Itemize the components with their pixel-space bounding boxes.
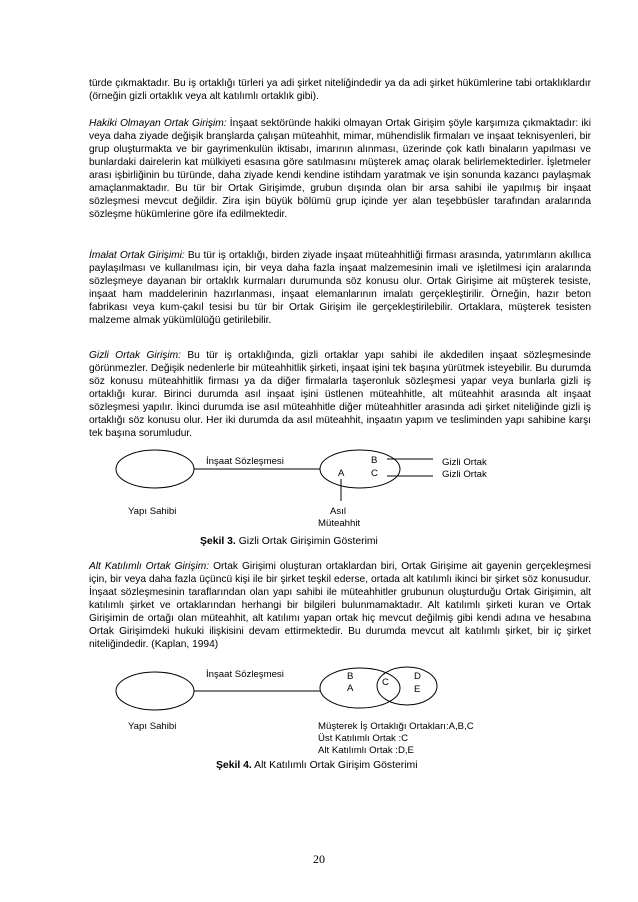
main-contractor-label-1: Asıl — [330, 506, 346, 517]
figure-3-caption: Şekil 3. Gizli Ortak Girişimin Gösterimi — [200, 536, 378, 547]
owner-ellipse — [116, 450, 194, 488]
contract-label-fig4: İnşaat Sözleşmesi — [206, 669, 284, 680]
paragraph-imalat: İmalat Ortak Girişimi: Bu tür iş ortaklığı, birden ziyade inşaat müteahhitliği firması arasında, yatırımların akıllıca paylaşılması ve kullanılması için, bir veya daha fazla inşaat malzemesinin imali ve işletilmesi için aralarında sözleşmeye dayanan bir ortaklık kurmaları durumunda söz konusu olur. Ortak Girişime ait müşterek tesiste, inşaat ham maddelerinin hazırlanması, inşaat elemanlarının imalatı gerçekleştirilir. Örneğin, hazır beton fabrikası veya kum-çakıl tesisi bu tür bir Ortak Girişim ile gerçekleştirilebilir. Ortaklara, müşterek tesisten malzeme almak yükümlülüğü getirilebilir. — [89, 250, 591, 326]
letter-b-fig4: B — [347, 671, 354, 682]
contract-label: İnşaat Sözleşmesi — [206, 456, 284, 467]
letter-c: C — [371, 468, 378, 479]
figure-4-caption: Şekil 4. Alt Katılımlı Ortak Girişim Gösterimi — [216, 760, 418, 771]
joint-venture-ellipse — [320, 668, 400, 708]
hidden-partner-label-1: Gizli Ortak — [442, 457, 487, 468]
section-title-hakiki: Hakiki Olmayan Ortak Girişim: — [89, 118, 227, 129]
letter-a-fig4: A — [347, 683, 354, 694]
paragraph-alt-katilimli: Alt Katılımlı Ortak Girişim: Ortak Girişimi oluşturan ortaklardan biri, Ortak Girişime ait gayenin gerçekleşmesi için, bir veya daha fazla üçüncü kişi ile bir şirket teşkil ederse, ortada alt katılımlı ikinci bir şirket söz konusudur. İnşaat sözleşmesinin taraflarından olan yapı sahibi ile müteahhitler grubunun oluşturduğu Ortak Girişimin, alt katılımlı şirket ve ortaklarından herhangi bir bilgileri bulunmamaktadır. Alt katılımlı şirketi kuran ve Ortak Girişimin de ortağı olan müteahhit, alt katılımı yapan ortak hiç mevcut değilmiş gibi kendi adına ve hesabına Ortak Girişimdeki hukuki ilişkisini devam ettirmektedir. Bu durumda mevcut alt katılımlı şirket, bir iç şirket niteliğindedir. (Kaplan, 1994) — [89, 561, 591, 650]
hidden-partner-label-2: Gizli Ortak — [442, 469, 487, 480]
page-number: 20 — [313, 852, 325, 866]
paragraph-hakiki: Hakiki Olmayan Ortak Girişim: İnşaat sektöründe hakiki olmayan Ortak Girişim şöyle karşımıza çıkmaktadır: iki veya daha ziyade değişik branşlarda çalışan müteahhit, mimar, mühendislik firmaları ve inşaat teknisyenleri, bir grup oluşturmakta ve bir gayrimenkulün iktisabı, imarının alınması, üzerinde çok katlı binaların yapılması ve bunlardaki dairelerin kat mülkiyeti esasına göre satılmasını müşterek amaç olarak belirlemektedirler. İşletmeler arası işbirliğinin bu türünde, daha ziyade kendi kendine istihdam yaratmak ve işin sonunda kazancı paylaşmak amaçlanmaktadır. Bu tür bir Ortak Girişimde, grubun dışında olan bir arsa sahibi ile yapılmış bir inşaat sözleşmesi mevcut değildir. Zira işin büyük bölümü grup içinde yer alan teşebbüsler tarafından aralarında sözleşme hükümlerine göre ifa edilmektedir. — [89, 118, 591, 220]
letter-b: B — [371, 455, 378, 466]
letter-e-fig4: E — [414, 684, 421, 695]
section-title-imalat: İmalat Ortak Girişimi: — [89, 250, 185, 261]
legend-line-3: Alt Katılımlı Ortak :D,E — [318, 745, 414, 756]
contractor-group-ellipse — [320, 450, 400, 488]
letter-d-fig4: D — [414, 671, 421, 682]
owner-label: Yapı Sahibi — [128, 506, 177, 517]
legend-line-2: Üst Katılımlı Ortak :C — [318, 733, 409, 744]
letter-c-fig4: C — [382, 677, 389, 688]
owner-label-fig4: Yapı Sahibi — [128, 721, 177, 732]
owner-ellipse-fig4 — [116, 672, 194, 710]
section-title-alt-katilimli: Alt Katılımlı Ortak Girişim: — [89, 561, 210, 572]
legend-line-1: Müşterek İş Ortaklığı Ortakları:A,B,C — [318, 721, 474, 732]
section-title-gizli: Gizli Ortak Girişim: — [89, 350, 181, 361]
paragraph-intro: türde çıkmaktadır. Bu iş ortaklığı türleri ya adi şirket niteliğindedir ya da adi şirket hükümlerine tabi ortaklıklardır (örneğin gizli ortaklık veya alt katılımlı ortaklık gibi). — [89, 78, 591, 102]
main-contractor-label-2: Müteahhit — [318, 518, 361, 529]
paragraph-gizli: Gizli Ortak Girişim: Bu tür iş ortaklığında, gizli ortaklar yapı sahibi ile akdedilen inşaat sözleşmesinde görünmezler. Değişik nedenlerle bir müteahhitlik şirketi, inşaat işini tek başına yürütmek isteyebilir. Bu durumda söz konusu müteahhitlik firması ya da diğer firmalarla taşeronluk sözleşmesi yapar veya bunlarla gizli iş ortaklığı kurar. Birinci durumda asıl inşaat işini üstlenen müteahhitle, alt müteahhit arasında alt inşaat sözleşmesi yapılır. İkinci durumda ise asıl müteahhitle diğer müteahhitler arasında adi şirket niteliğinde gizli iş ortaklığı söz konusu olur. Her iki durumda da asıl müteahhit, inşaatın yapım ve tesliminden yapı sahibine karşı tek başına sorumludur. — [89, 350, 591, 439]
letter-a: A — [338, 468, 345, 479]
